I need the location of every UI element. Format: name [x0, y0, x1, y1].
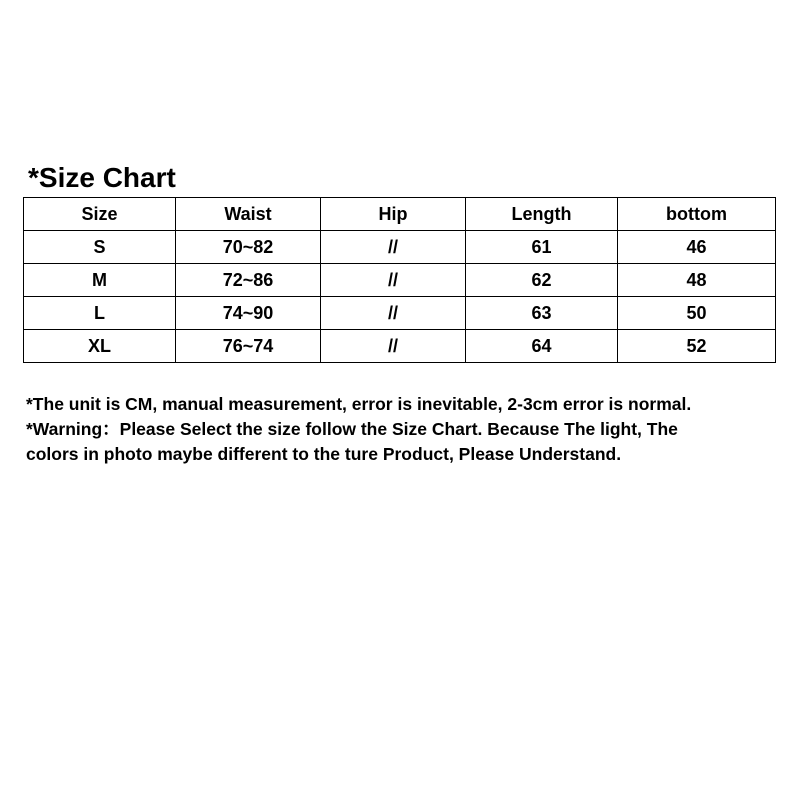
table-cell-length: 62: [466, 264, 618, 297]
page-title: *Size Chart: [28, 162, 176, 193]
header-hip: Hip: [321, 198, 466, 231]
table-row: [24, 231, 776, 264]
warning-note-line1: *Warning：Please Select the size follow the Size Chart. Because The light, The: [26, 419, 678, 439]
header-length: Length: [466, 198, 618, 231]
size-chart-table: [23, 197, 776, 363]
table-header-row: [24, 198, 776, 231]
table-row: [24, 297, 776, 330]
table-row: [24, 330, 776, 363]
unit-note: *The unit is CM, manual measurement, error is inevitable, 2-3cm error is normal.: [26, 394, 692, 414]
table-row: [24, 264, 776, 297]
header-waist: Waist: [176, 198, 321, 231]
table-cell-length: 61: [466, 231, 618, 264]
header-size: Size: [24, 198, 176, 231]
table-cell-bottom: 46: [618, 231, 776, 264]
table-cell-hip: //: [321, 231, 466, 264]
table-cell-size: L: [24, 297, 176, 330]
table-cell-bottom: 50: [618, 297, 776, 330]
table-cell-waist: 76~74: [176, 330, 321, 363]
table-cell-waist: 70~82: [176, 231, 321, 264]
table-cell-size: M: [24, 264, 176, 297]
table-cell-hip: //: [321, 264, 466, 297]
table-cell-length: 63: [466, 297, 618, 330]
header-bottom: bottom: [618, 198, 776, 231]
table-cell-waist: 74~90: [176, 297, 321, 330]
table-cell-bottom: 52: [618, 330, 776, 363]
warning-note-line2: colors in photo maybe different to the ture Product, Please Understand.: [26, 444, 622, 464]
table-cell-size: S: [24, 231, 176, 264]
table-cell-length: 64: [466, 330, 618, 363]
table-cell-hip: //: [321, 330, 466, 363]
notes-block: [26, 392, 776, 467]
table-cell-waist: 72~86: [176, 264, 321, 297]
table-cell-bottom: 48: [618, 264, 776, 297]
table-cell-size: XL: [24, 330, 176, 363]
table-cell-hip: //: [321, 297, 466, 330]
